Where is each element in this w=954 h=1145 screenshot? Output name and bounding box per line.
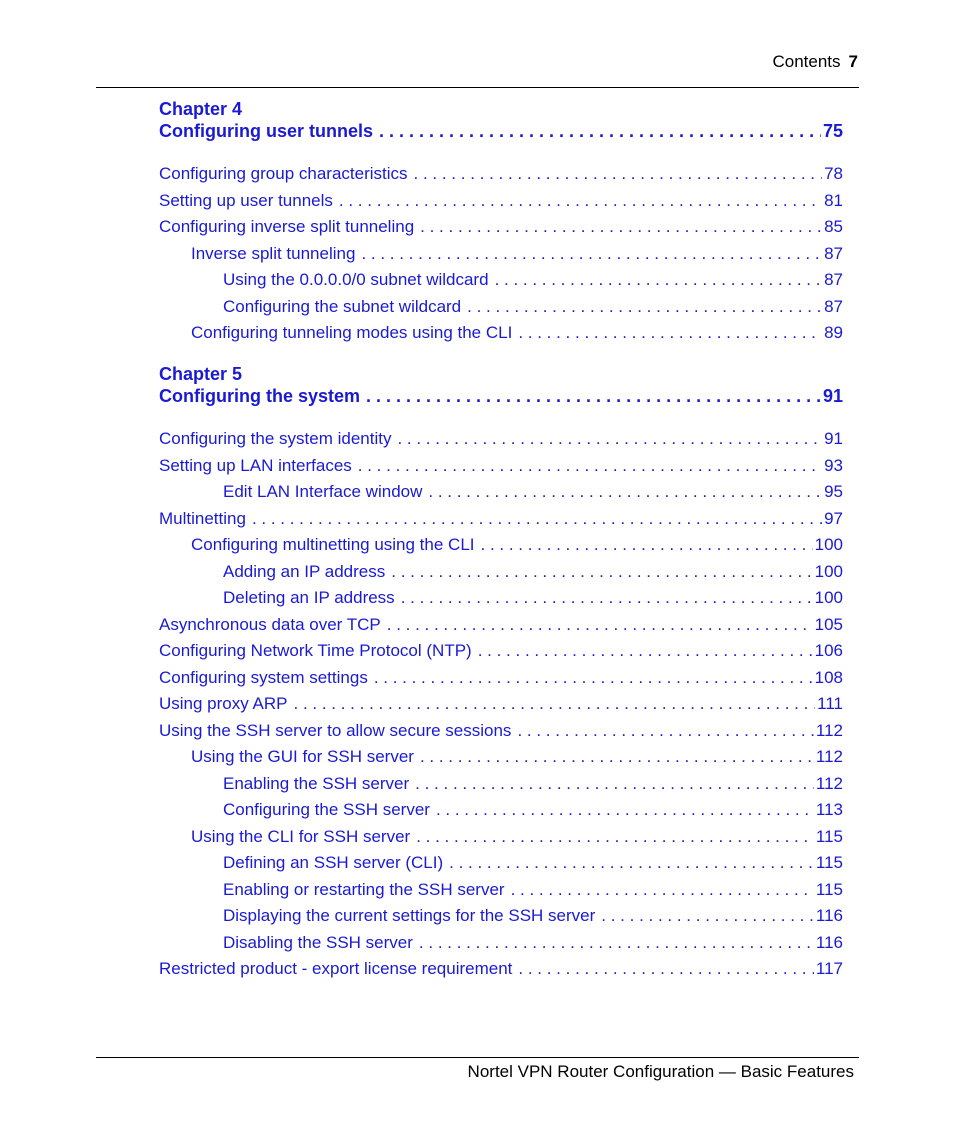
entry-title: Configuring multinetting using the CLI [191,535,475,554]
header-label: Contents [772,52,841,71]
entry-page: 115 [815,880,843,899]
entry-page: 87 [824,244,843,263]
toc-entry[interactable] [159,668,843,688]
dot-leader [601,906,814,926]
dot-leader [397,429,822,449]
entry-page: 100 [814,588,843,607]
dot-leader [366,386,821,407]
toc-entry[interactable] [223,853,843,873]
dot-leader [478,641,813,661]
entry-title: Using the CLI for SSH server [191,827,411,846]
entry-page: 93 [824,456,843,475]
entry-page: 81 [824,191,843,210]
toc-entry[interactable] [159,164,843,184]
toc-entry[interactable] [223,270,843,290]
entry-title: Using the GUI for SSH server [191,747,414,766]
entry-title: Asynchronous data over TCP [159,615,381,634]
entry-title: Configuring the system identity [159,429,392,448]
dot-leader [374,668,813,688]
entry-title: Using the SSH server to allow secure sessions [159,721,512,740]
dot-leader [387,615,813,635]
dot-leader [416,827,814,847]
toc-entry[interactable] [159,509,843,529]
toc-entry[interactable] [223,774,843,794]
chapter-page: 91 [822,386,843,406]
dot-leader [391,562,812,582]
entry-page: 111 [817,694,843,713]
toc-entry[interactable] [191,747,843,767]
entry-title: Enabling the SSH server [223,774,410,793]
entry-title: Multinetting [159,509,246,528]
dot-leader [420,747,814,767]
entry-title: Displaying the current settings for the SSH server [223,906,596,925]
entry-page: 116 [815,906,843,925]
dot-leader [436,800,814,820]
entry-page: 106 [814,641,843,660]
entry-page: 115 [815,853,843,872]
chapter-number: Chapter 5 [159,364,243,384]
toc-entry[interactable] [223,906,843,926]
entry-title: Configuring the SSH server [223,800,430,819]
dot-leader [420,217,822,237]
entry-title: Enabling or restarting the SSH server [223,880,505,899]
dot-leader [517,721,813,741]
dot-leader [414,164,823,184]
entry-title: Restricted product - export license requirement [159,959,513,978]
toc-entry[interactable] [159,615,843,635]
entry-page: 100 [814,535,843,554]
entry-title: Deleting an IP address [223,588,395,607]
entry-title: Inverse split tunneling [191,244,356,263]
toc-entry[interactable] [223,800,843,820]
chapter-title-entry[interactable] [159,121,843,142]
toc-entry[interactable] [223,562,843,582]
entry-page: 91 [824,429,843,448]
toc-entry[interactable] [223,933,843,953]
entry-title: Setting up user tunnels [159,191,333,210]
entry-page: 112 [815,721,843,740]
header-rule [96,87,859,88]
toc-entry[interactable] [159,191,843,211]
entry-page: 78 [824,164,843,183]
dot-leader [511,880,814,900]
entry-page: 85 [824,217,843,236]
toc-entry[interactable] [191,244,843,264]
entry-page: 112 [815,747,843,766]
toc-entry[interactable] [191,827,843,847]
dot-leader [518,323,822,343]
dot-leader [419,933,814,953]
running-footer: Nortel VPN Router Configuration — Basic Features [467,1062,854,1081]
toc-entry[interactable] [223,482,843,502]
dot-leader [449,853,814,873]
dot-leader [401,588,813,608]
entry-page: 112 [815,774,843,793]
dot-leader [252,509,822,529]
entry-page: 113 [815,800,843,819]
entry-title: Edit LAN Interface window [223,482,423,501]
chapter-title-entry[interactable] [159,386,843,407]
entry-title: Configuring tunneling modes using the CLI [191,323,513,342]
toc-entry[interactable] [159,429,843,449]
entry-title: Adding an IP address [223,562,386,581]
entry-title: Using proxy ARP [159,694,288,713]
header-page-number: 7 [848,52,858,71]
dot-leader [495,270,823,290]
entry-page: 116 [815,933,843,952]
running-header [772,52,858,72]
entry-title: Setting up LAN interfaces [159,456,352,475]
entry-title: Defining an SSH server (CLI) [223,853,444,872]
entry-page: 87 [824,270,843,289]
chapter-number: Chapter 4 [159,99,243,119]
entry-title: Configuring Network Time Protocol (NTP) [159,641,472,660]
dot-leader [358,456,822,476]
dot-leader [361,244,822,264]
toc-entry[interactable] [223,880,843,900]
entry-page: 89 [824,323,843,342]
dot-leader [481,535,813,555]
entry-page: 95 [824,482,843,501]
toc-entry[interactable] [159,641,843,661]
entry-page: 87 [824,297,843,316]
dot-leader [379,121,821,142]
toc-entry[interactable] [159,217,843,237]
entry-page: 100 [814,562,843,581]
toc-entry[interactable] [159,456,843,476]
dot-leader [467,297,822,317]
entry-page: 108 [814,668,843,687]
chapter-page: 75 [822,121,843,141]
entry-page: 117 [815,959,843,978]
toc-entry[interactable] [191,535,843,555]
entry-page: 105 [814,615,843,634]
entry-title: Configuring inverse split tunneling [159,217,415,236]
entry-title: Using the 0.0.0.0/0 subnet wildcard [223,270,489,289]
entry-title: Configuring system settings [159,668,368,687]
entry-page: 115 [815,827,843,846]
dot-leader [294,694,816,714]
entry-page: 97 [824,509,843,528]
dot-leader [415,774,814,794]
dot-leader [518,959,814,979]
toc-entry[interactable] [191,323,843,343]
toc-entry[interactable] [159,694,843,714]
toc-entry[interactable] [159,959,843,979]
toc-entry[interactable] [223,588,843,608]
entry-title: Configuring group characteristics [159,164,408,183]
entry-title: Disabling the SSH server [223,933,413,952]
chapter-title: Configuring the system [159,386,361,406]
dot-leader [428,482,822,502]
chapter-4-heading[interactable] [159,98,843,142]
chapter-title: Configuring user tunnels [159,121,373,141]
chapter-5-heading[interactable] [159,363,843,407]
toc-entry[interactable] [223,297,843,317]
footer-rule [96,1057,859,1058]
dot-leader [339,191,822,211]
entry-title: Configuring the subnet wildcard [223,297,462,316]
toc-entry[interactable] [159,721,843,741]
